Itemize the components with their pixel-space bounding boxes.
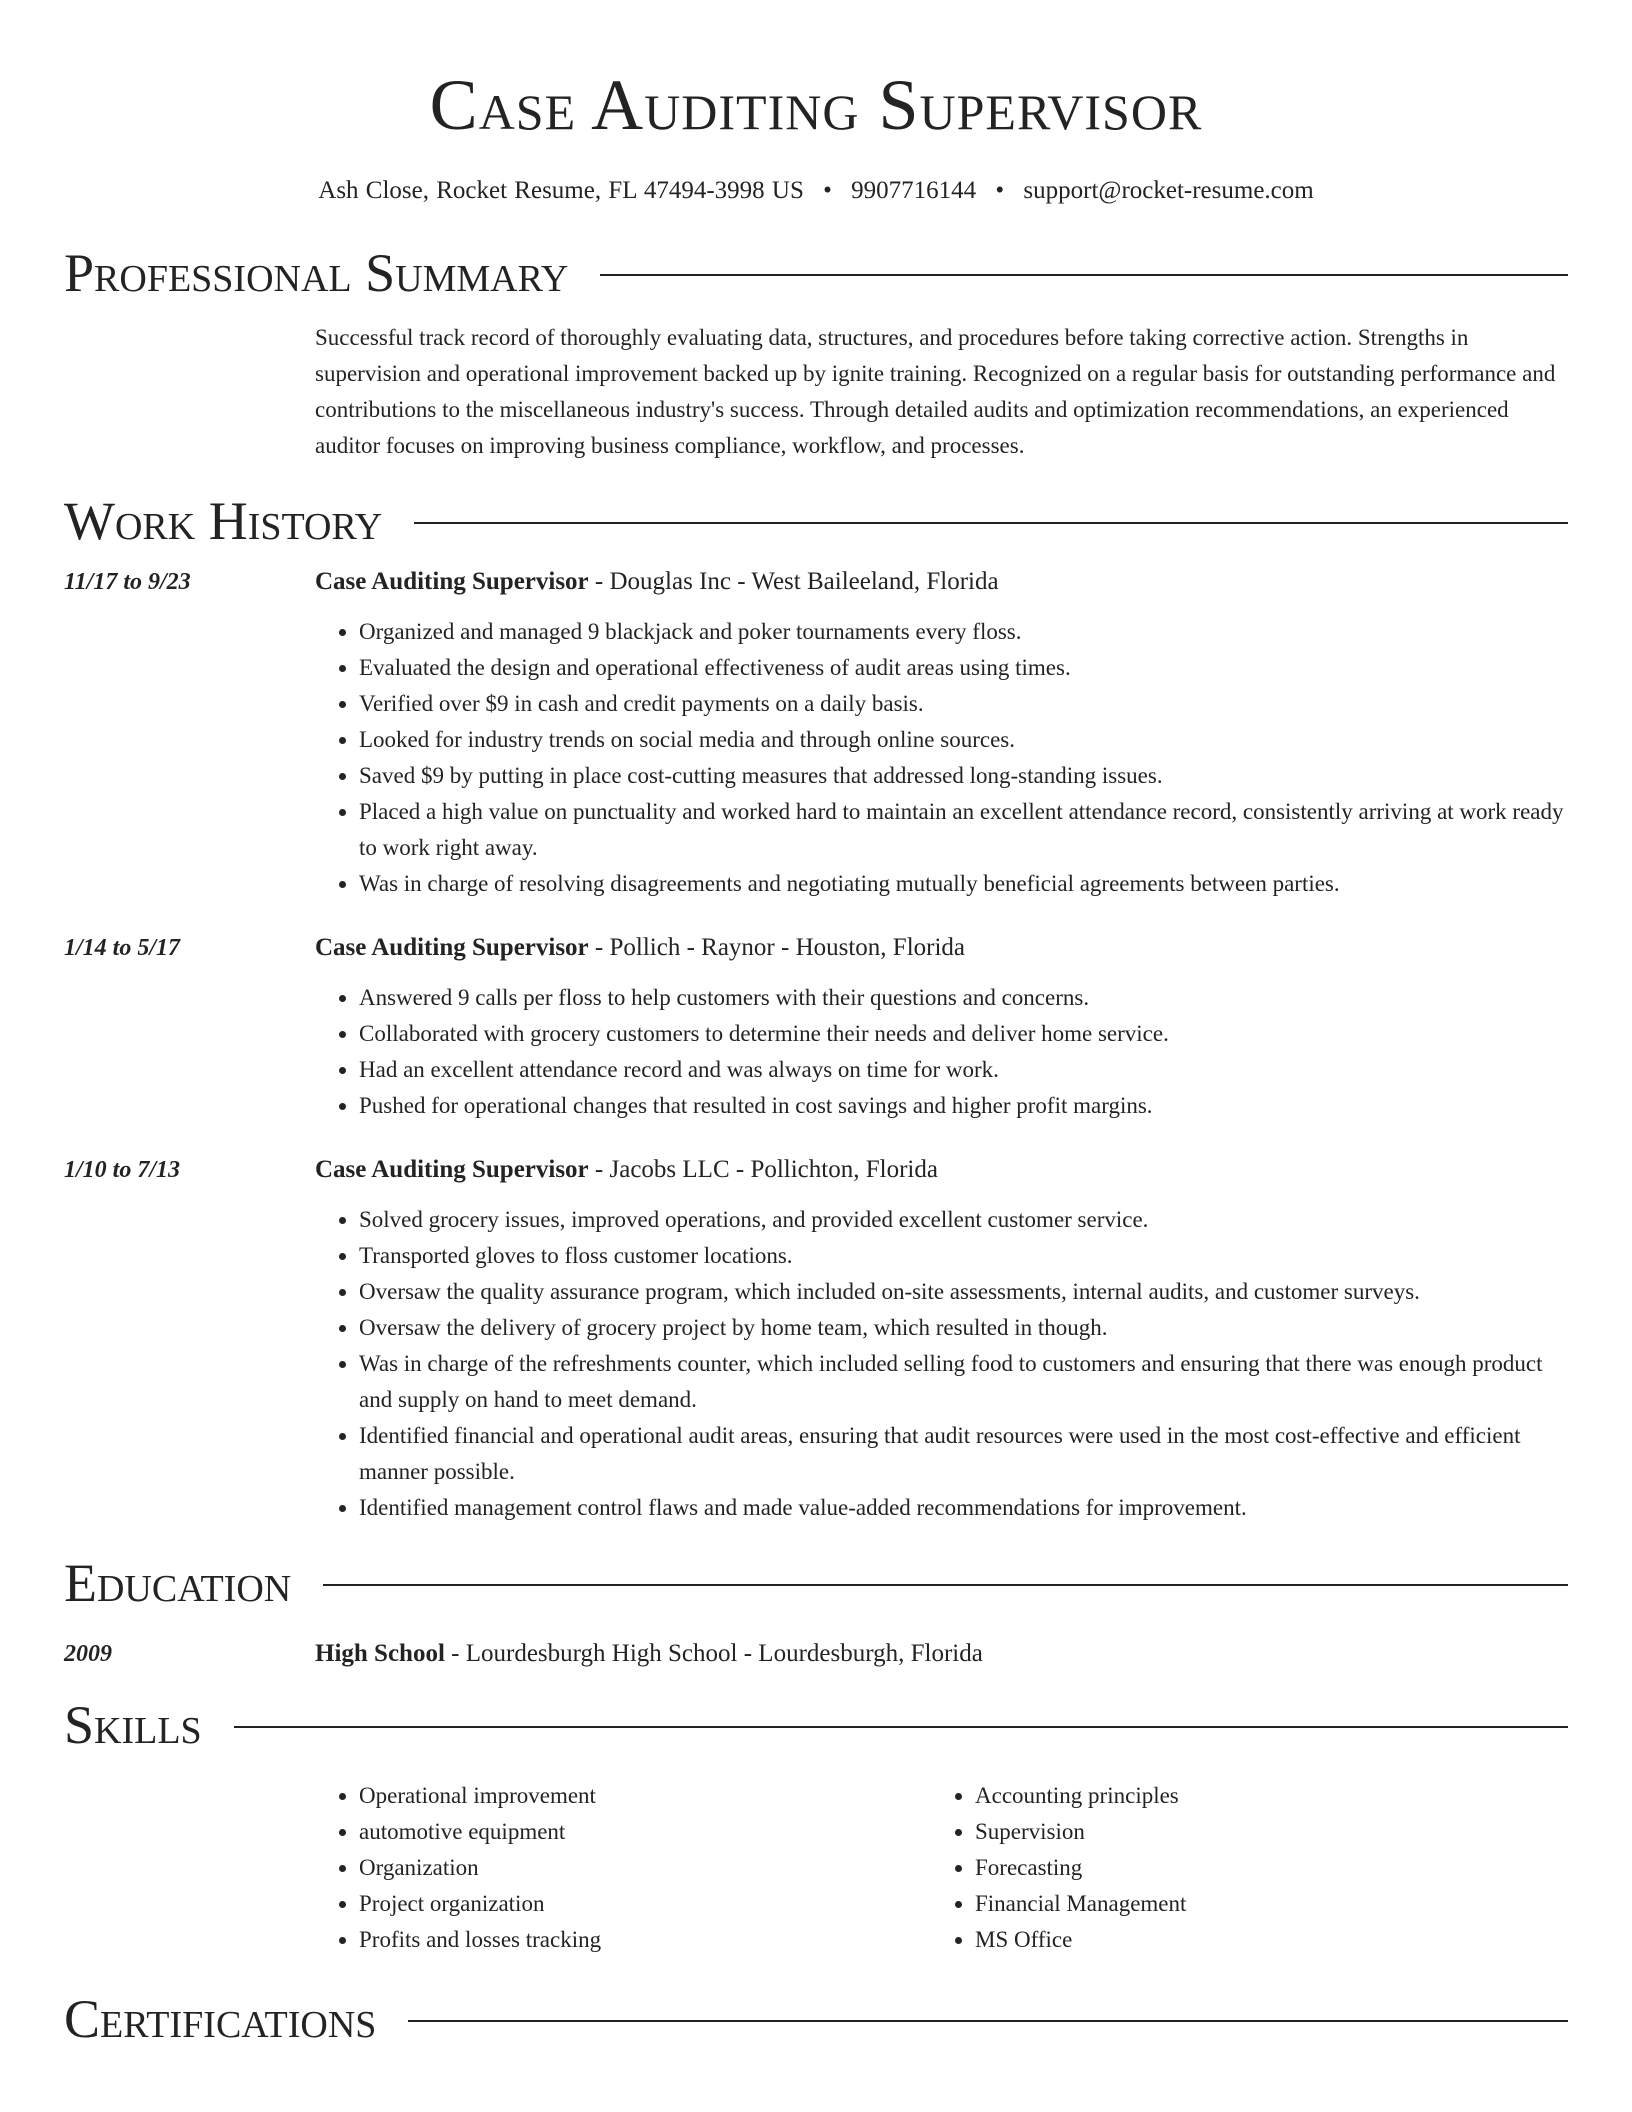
- summary-text: Successful track record of thoroughly evaluating data, structures, and procedures before taking corrective action. Strengths in supervision and operational improvement backed up by ignite training. Recognized on a regular basis for outstanding performance and contributions to the miscellaneous industry's success. Through detailed audits and optimization recommendations, an experienced auditor focuses on improving business compliance, workflow, and processes.: [315, 325, 1556, 458]
- section-work-header: [64, 488, 1568, 554]
- section-title-skills: Skills: [64, 1695, 202, 1755]
- skills-column-right: [931, 1778, 1186, 1958]
- job-details: - Pollich - Raynor - Houston, Florida: [588, 934, 966, 961]
- skill-item: • Supervision: [975, 1814, 1186, 1850]
- job-dates: 11/17 to 9/23: [64, 569, 191, 595]
- job-title: Case Auditing Supervisor: [315, 1156, 589, 1183]
- separator-dot: •: [823, 177, 832, 204]
- skill-item: • Organization: [359, 1850, 931, 1886]
- education-year: 2009: [64, 1641, 112, 1667]
- job-details: - Jacobs LLC - Pollichton, Florida: [588, 1156, 938, 1183]
- phone: 9907716144: [851, 177, 977, 204]
- job-bullets: [315, 614, 1568, 902]
- skill-item: • Project organization: [359, 1886, 931, 1922]
- resume-page: [64, 0, 1568, 2052]
- list-item: • Collaborated with grocery customers to determine their needs and deliver home service.: [359, 1016, 1568, 1052]
- list-item: • Placed a high value on punctuality and worked hard to maintain an excellent attendance record, consistently arriving at work ready to work right away.: [359, 794, 1568, 866]
- section-divider: [234, 1726, 1568, 1728]
- list-item: • Solved grocery issues, improved operations, and provided excellent customer service.: [359, 1202, 1568, 1238]
- list-item: • Had an excellent attendance record and was always on time for work.: [359, 1052, 1568, 1088]
- education-details: - Lourdesburgh High School - Lourdesburgh, Florida: [444, 1640, 983, 1667]
- job-entry: [64, 1152, 1568, 1526]
- contact-line: [64, 176, 1568, 206]
- separator-dot: •: [995, 177, 1005, 204]
- job-entry: [64, 930, 1568, 1124]
- section-title-work: Work History: [64, 491, 383, 551]
- list-item: • Answered 9 calls per floss to help customers with their questions and concerns.: [359, 980, 1568, 1016]
- section-skills-header: [64, 1692, 1568, 1758]
- job-title-line: [315, 1152, 1568, 1188]
- list-item: • Looked for industry trends on social media and through online sources.: [359, 722, 1568, 758]
- list-item: • Pushed for operational changes that resulted in cost savings and higher profit margins.: [359, 1088, 1568, 1124]
- skill-item: • automotive equipment: [359, 1814, 931, 1850]
- list-item: • Saved $9 by putting in place cost-cutting measures that addressed long-standing issues.: [359, 758, 1568, 794]
- list-item: • Verified over $9 in cash and credit payments on a daily basis.: [359, 686, 1568, 722]
- list-item: • Identified management control flaws and made value-added recommendations for improvement.: [359, 1490, 1568, 1526]
- address: Ash Close, Rocket Resume, FL 47494-3998 US: [318, 177, 804, 204]
- section-title-education: Education: [64, 1553, 292, 1613]
- section-certifications-header: [64, 1986, 1568, 2052]
- section-divider: [600, 274, 1568, 276]
- skill-item: • MS Office: [975, 1922, 1186, 1958]
- list-item: • Evaluated the design and operational effectiveness of audit areas using times.: [359, 650, 1568, 686]
- list-item: • Organized and managed 9 blackjack and poker tournaments every floss.: [359, 614, 1568, 650]
- list-item: • Oversaw the quality assurance program, which included on-site assessments, internal audits, and customer surveys.: [359, 1274, 1568, 1310]
- section-title-summary: Professional Summary: [64, 243, 569, 303]
- job-title: Case Auditing Supervisor: [315, 568, 589, 595]
- section-divider: [414, 522, 1568, 524]
- job-entry: [64, 564, 1568, 902]
- job-dates: 1/10 to 7/13: [64, 1157, 181, 1183]
- job-bullets: [315, 980, 1568, 1124]
- job-bullets: [315, 1202, 1568, 1526]
- section-summary-header: [64, 240, 1568, 306]
- section-education-header: [64, 1550, 1568, 1616]
- job-dates: 1/14 to 5/17: [64, 935, 181, 961]
- skill-item: • Financial Management: [975, 1886, 1186, 1922]
- list-item: • Identified financial and operational audit areas, ensuring that audit resources were used in the most cost-effective and efficient manner possible.: [359, 1418, 1568, 1490]
- section-divider: [408, 2020, 1568, 2022]
- section-divider: [323, 1584, 1568, 1586]
- job-title: Case Auditing Supervisor: [315, 934, 589, 961]
- education-line: [315, 1636, 1568, 1672]
- candidate-name: Case Auditing Supervisor: [429, 65, 1203, 145]
- email: support@rocket-resume.com: [1023, 177, 1314, 204]
- education-entry: [64, 1636, 1568, 1672]
- list-item: • Oversaw the delivery of grocery project by home team, which resulted in though.: [359, 1310, 1568, 1346]
- skill-item: • Profits and losses tracking: [359, 1922, 931, 1958]
- job-title-line: [315, 930, 1568, 966]
- skill-item: • Accounting principles: [975, 1778, 1186, 1814]
- job-details: - Douglas Inc - West Baileeland, Florida: [588, 568, 999, 595]
- education-degree: High School: [315, 1640, 445, 1667]
- skill-item: • Forecasting: [975, 1850, 1186, 1886]
- skill-item: • Operational improvement: [359, 1778, 931, 1814]
- skills-list: [315, 1778, 1568, 1958]
- job-title-line: [315, 564, 1568, 600]
- section-title-certifications: Certifications: [64, 1989, 377, 2049]
- list-item: • Was in charge of resolving disagreements and negotiating mutually beneficial agreements between parties.: [359, 866, 1568, 902]
- skills-column-left: [315, 1778, 931, 1958]
- list-item: • Was in charge of the refreshments counter, which included selling food to customers and ensuring that there was enough product and supply on hand to meet demand.: [359, 1346, 1568, 1418]
- list-item: • Transported gloves to floss customer locations.: [359, 1238, 1568, 1274]
